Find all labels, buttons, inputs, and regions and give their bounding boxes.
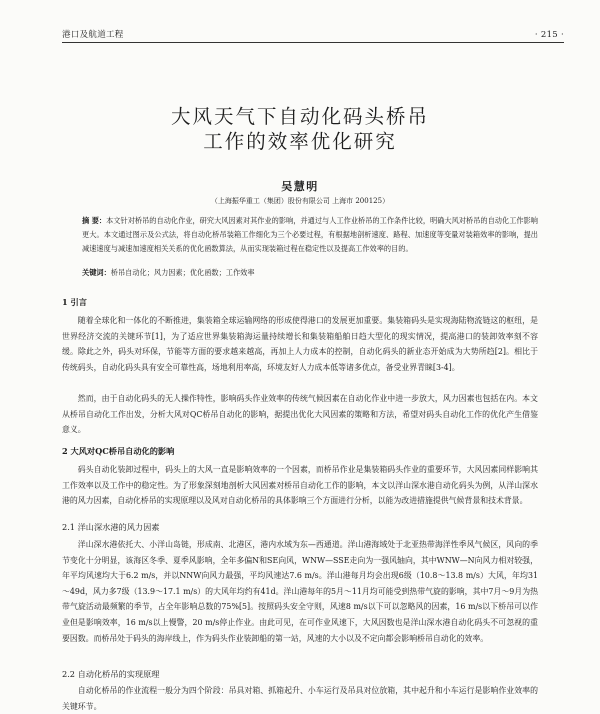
abstract bbox=[82, 214, 538, 257]
section-1-heading: 1 引言 bbox=[62, 297, 87, 307]
section-2-1-heading: 2.1 洋山深水港的风力因素 bbox=[62, 522, 160, 532]
article-title bbox=[0, 104, 600, 154]
section-1-paragraph-1: 随着全球化和一体化的不断推进，集装箱全球运输网络的形成使得港口的发展更加重要。集装箱码头是实现海陆物流链这的枢纽，是世界经济交流的关键环节[1]，为了适应世界集装箱海运量持续增长和集装箱船舶日趋大型化的现实情况，提高港口的装卸效率刻不容缓。除此之外，码头对环保，节能等方面的要求越来越高，再加上人力成本的控制，自动化码头的新业态开始成为大势所趋[2]。相比于传统码头，自动化码头具有安全可靠性高，场地利用率高，环境友好人力成本低等诸多优点，备受业界青睐[3-4]。 bbox=[62, 316, 538, 372]
section-1-paragraph-2: 然而，由于自动化码头的无人操作特性，影响码头作业效率的传统气候因素在自动化作业中进一步放大，风力因素也包括在内。本文从桥吊自动化工作出发，分析大风对QC桥吊自动化的影响，据提出优化大风因素的策略和方法，希望对码头自动化工作的优化产生借鉴意义。 bbox=[62, 394, 538, 435]
keywords-label: 关键词： bbox=[82, 268, 111, 277]
abstract-text: 本文针对桥吊的自动化作业，研究大风因素对其作业的影响，并通过与人工作业桥吊的工作条件比较，明确大风对桥吊的自动化工作影响更大。本文通过图示及公式法，将自动化桥吊装箱工作细化为三个必要过程，有根据地剖析速度、路程、加速度等变量对装箱效率的影响，提出减速速度与减速加速度相关关系的优化函数算法，从而实现装箱过程在稳定性以及提高工作效率的目的。 bbox=[82, 216, 538, 254]
section-2-1-paragraph-1: 洋山深水港依托大、小洋山岛链，形成南、北港区，港内水域为东—西通道。洋山港海域处于北亚热带海洋性季风气候区，风向的季节变化十分明显，该海区冬季、夏季风影响，全年多偏N和SE向风，WNW—SSE走向为一强风轴向，其中WNW—N向风力相对较强，年平均风速均大于6.2 m/s，并以NNW向风力最强，平均风速达7.6 m/s。洋山港每月均会出现6级（10.8～13.8 m/s）大风，年均31～49d，风力多7级（13.9～17.1 m/s）的大风年均约有41d。洋山港每年的5月～11月均可能受到热带气旋的影响，其中7月～9月为热带气旋活动最频繁的季节，占全年影响总数的75%[5]。按照码头安全守则，风速8 m/s以下可以忽略风的因素，16 m/s以下桥吊可以作业但是影响效率，16 m/s以上慢警，20 m/s停止作业。由此可见，在可作业风速下，大风因数也是洋山深水港自动化码头不可忽视的重要因数。而桥吊处于码头的海岸线上，作为码头作业装卸船的第一站，风速的大小以及不定向都会影响桥吊自动化的效率。 bbox=[62, 540, 538, 643]
page-number: · 215 · bbox=[534, 30, 564, 40]
title-line-1: 大风天气下自动化码头桥吊 bbox=[170, 105, 429, 128]
author-name: 吴慧明 bbox=[281, 180, 319, 193]
section-2-paragraph-1: 码头自动化装卸过程中，码头上的大风一直是影响效率的一个因素，而桥吊作业是集装箱码头作业的重要环节，大风因素同样影响其工作效率以及工作中的稳定性。为了形象深刻地剖析大风因素对桥吊自动化工作的影响，本文以洋山深水港自动化码头为例，从洋山深水港的风力因素，自动化桥吊的实现原理以及风对自动化桥吊的具体影响三个方面进行分析，以能为改进措施提供气候背景和技术背景。 bbox=[62, 465, 538, 506]
keywords-text: 桥吊自动化；风力因素；优化函数；工作效率 bbox=[110, 268, 255, 277]
section-2-2-paragraph-1: 自动化桥吊的作业流程一般分为四个阶段：吊具对箱、抓箱起升、小车运行及吊具对位放箱，其中起升和小车运行是影响作业效率的关键环节。 bbox=[62, 686, 538, 711]
author-affiliation: （上海振华重工（集团）股份有限公司 上海市 200125） bbox=[210, 197, 390, 205]
running-header bbox=[62, 26, 564, 43]
keywords bbox=[82, 268, 538, 278]
title-line-2: 工作的效率优化研究 bbox=[203, 130, 397, 153]
journal-name: 港口及航道工程 bbox=[62, 30, 124, 40]
abstract-label: 摘 要： bbox=[82, 216, 107, 225]
section-2-heading: 2 大风对QC桥吊自动化的影响 bbox=[62, 446, 175, 456]
section-2-2-heading: 2.2 自动化桥吊的实现原理 bbox=[62, 669, 160, 679]
